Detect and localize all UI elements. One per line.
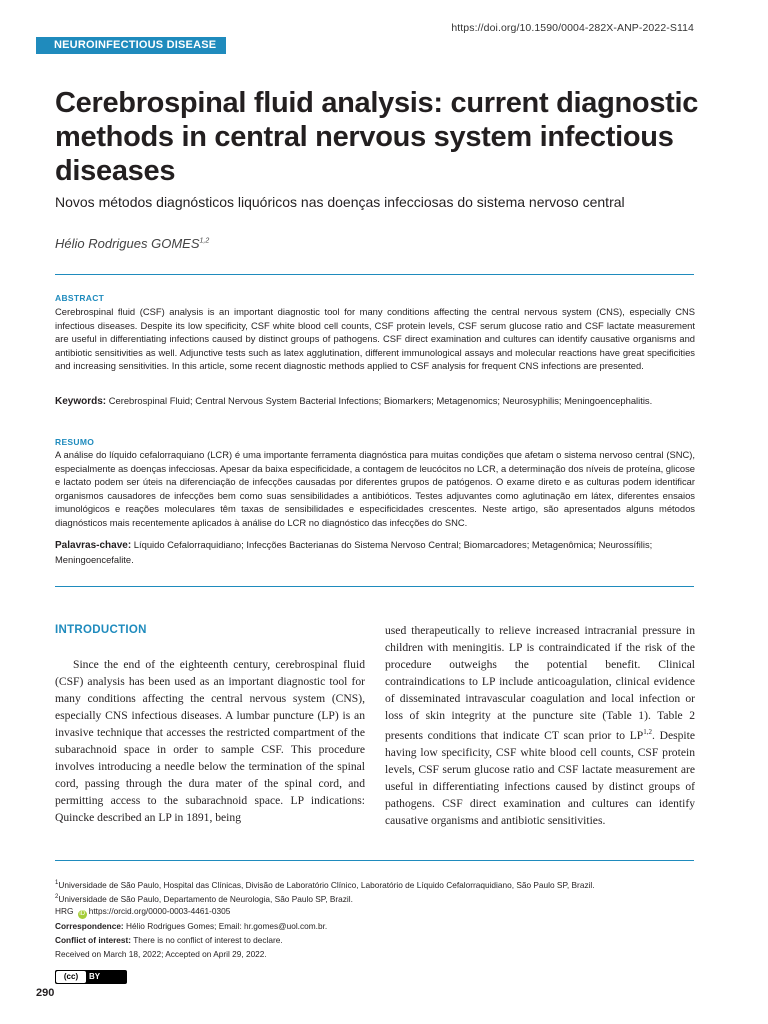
palavras-chave-list: Líquido Cefalorraquidiano; Infecções Bacterianas do Sistema Nervoso Central; Biomarcadores; Metagenômica; Neurossífilis; Meningoencefalite. [55, 539, 653, 565]
affiliation-text: Universidade de São Paulo, Hospital das Clínicas, Divisão de Laboratório Clínico, Laboratório de Líquido Cefalorraquidiano, São Paulo SP, Brazil. [58, 879, 595, 890]
affiliation-num: 1 [55, 880, 59, 886]
orcid-link[interactable]: https://orcid.org/0000-0003-4461-0305 [88, 906, 231, 916]
orcid-line [55, 906, 695, 919]
correspondence-text[interactable]: Hélio Rodrigues Gomes; Email: hr.gomes@uol.com.br. [126, 921, 328, 931]
affiliation-text: Universidade de São Paulo, Departamento de Neurologia, São Paulo SP, Brazil. [58, 893, 353, 904]
body-column-left: Since the end of the eighteenth century, cerebrospinal fluid (CSF) analysis has been used as an important diagnostic tool for many conditions affecting the central nervous system (CNS), especially CNS infectious diseases. A lumbar puncture (LP) is an invasive technique that accesses the restricted compartment of the subarachnoid space in order to sample CSF. This procedure involves introducing a needle below the termination of the spinal cord, passing through the dura mater of the spinal cord, and permitting access to the subarachnoid space. LP indications: Quincke described an LP in 1891, being [55, 658, 365, 824]
author-name: Hélio Rodrigues GOMES [55, 236, 200, 251]
page-number: 290 [36, 987, 55, 999]
received-line: Received on March 18, 2022; Accepted on April 29, 2022. [55, 949, 267, 959]
affiliation-1 [55, 878, 695, 891]
divider [55, 586, 694, 587]
correspondence-label: Correspondence: [55, 921, 124, 931]
conflict-label: Conflict of interest: [55, 935, 132, 945]
citation-ref: 1,2 [643, 728, 652, 736]
palavras-chave-label: Palavras-chave: [55, 540, 132, 551]
resumo-heading: RESUMO [55, 437, 95, 447]
cc-icon: (cc) [56, 971, 86, 983]
author-initials: HRG [55, 906, 74, 916]
section-label: NEUROINFECTIOUS DISEASE [54, 39, 217, 51]
introduction-heading: INTRODUCTION [55, 624, 147, 636]
correspondence-line [55, 921, 695, 932]
abstract-keywords [55, 394, 695, 409]
body-text: . Despite having low specificity, CSF white blood cell counts, CSF protein levels, CSF serum glucose ratio and CSF lactate measurement are useful in differentiating infections caused by distinct groups of pathogens. CSF direct examination and cultures can identify causative organisms and antibiotic sensitivities. [385, 728, 695, 827]
orcid-icon: iD [79, 911, 86, 917]
divider [55, 860, 694, 861]
divider [55, 274, 694, 275]
abstract-heading: ABSTRACT [55, 293, 105, 303]
affiliation-num: 2 [55, 894, 59, 900]
keywords-list: Cerebrospinal Fluid; Central Nervous System Bacterial Infections; Biomarkers; Metagenomics; Neurosyphilis; Meningoencephalitis. [108, 395, 653, 406]
article-title: Cerebrospinal fluid analysis: current diagnostic methods in central nervous system infectious diseases [55, 87, 699, 187]
doi-link[interactable]: https://doi.org/10.1590/0004-282X-ANP-2022-S114 [451, 22, 694, 34]
abstract-text: Cerebrospinal fluid (CSF) analysis is an important diagnostic tool for many conditions affecting the central nervous system (CNS), especially CNS infectious diseases. Despite its low specificity, CSF white blood cell counts, CSF protein levels, CSF serum glucose ratio and CSF lactate measurement are useful in differentiating infections caused by distinct groups of pathogens. CSF direct examination and cultures can identify causative organisms and antibiotic sensitivities as well. Adjunctive tests such as latex agglutination, different immunological assays and molecular reactions have great specificities and increasing sensitivities. In this article, some recent diagnostic methods applied to CSF analysis for frequent CNS infections are presented. [55, 306, 695, 372]
author-affiliation-ref: 1,2 [199, 237, 210, 245]
cc-license-badge[interactable] [55, 970, 127, 984]
body-column-right [385, 622, 695, 829]
article-subtitle: Novos métodos diagnósticos liquóricos nas doenças infecciosas do sistema nervoso central [55, 194, 625, 210]
resumo-text: A análise do líquido cefalorraquiano (LCR) é uma importante ferramenta diagnóstica para muitas condições que afetam o sistema nervoso central (SNC), especialmente as doenças infecciosas. Apesar da baixa especificidade, a contagem de leucócitos no LCR, a determinação dos níveis de proteína, glicose e lactato podem ser úteis na diferenciação de infecções causadas por diferentes grupos de patógenos. O exame direto e as culturas podem identificar organismos causadores de infecções bem como suas sensibilidades a antibióticos. Testes adjuvantes como aglutinação em látex, diferentes ensaios imunológicos e reações moleculares têm taxas de sensibilidades e especificidades crescentes. Neste artigo, são apresentados alguns métodos diagnósticos mais recentemente aplicados à análise do LCR no diagnóstico das infecções do SNC. [55, 449, 695, 528]
by-icon: BY [89, 972, 101, 981]
conflict-line [55, 935, 695, 946]
author-line [55, 236, 209, 251]
resumo-keywords [55, 538, 695, 566]
affiliation-2 [55, 892, 695, 905]
conflict-text: There is no conflict of interest to declare. [133, 935, 283, 945]
body-text: used therapeutically to relieve increased intracranial pressure in children with meningitis. LP is contraindicated if the risk of the procedure outweighs the potential benefit. Clinical contraindications to LP include anticoagulation, clinical evidence of disseminated intravascular coagulation and local infection or loss of skin integrity at the puncture site (Table 1). Table 2 presents conditions that indicate CT scan prior to LP [385, 624, 695, 742]
keywords-label: Keywords: [55, 396, 107, 407]
